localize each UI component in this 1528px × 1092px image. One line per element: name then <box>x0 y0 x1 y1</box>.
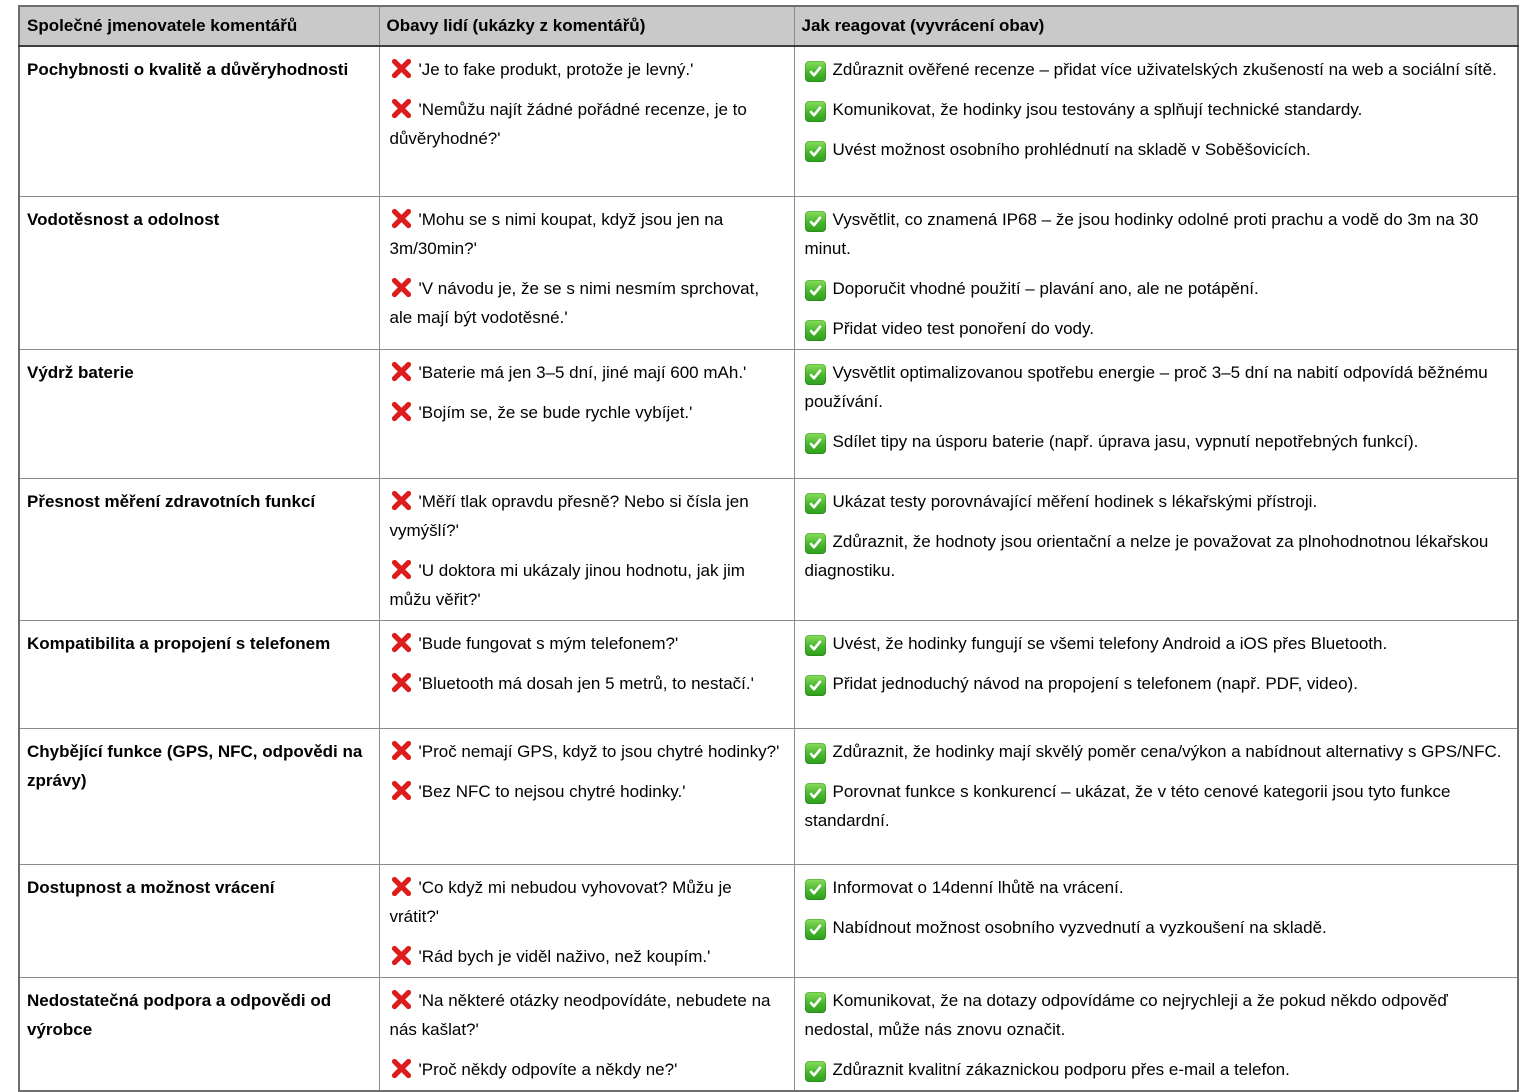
concern-item <box>387 274 782 332</box>
concern-text: 'Baterie má jen 3–5 dní, jiné mají 600 mAh.' <box>418 362 747 382</box>
cross-mark-icon <box>390 558 413 581</box>
response-text: Doporučit vhodné použití – plavání ano, ale ne potápění. <box>832 278 1259 298</box>
concern-item <box>387 55 782 84</box>
table-row <box>19 728 1518 864</box>
concerns-cell <box>379 478 794 620</box>
response-item <box>802 274 1506 303</box>
concern-text: 'Bojím se, že se bude rychle vybíjet.' <box>418 402 693 422</box>
concern-item <box>387 629 782 658</box>
concern-text: 'Bluetooth má dosah jen 5 metrů, to nestačí.' <box>418 673 754 693</box>
check-mark-icon <box>805 493 826 514</box>
concern-item <box>387 487 782 545</box>
response-text: Vysvětlit, co znamená IP68 – že jsou hodinky odolné proti prachu a vodě do 3m na 30 minut. <box>804 209 1479 258</box>
concern-item <box>387 942 782 971</box>
table-row <box>19 478 1518 620</box>
response-text: Komunikovat, že na dotazy odpovídáme co nejrychleji a že pokud někdo odpověď nedostal, může nás znovu označit. <box>804 990 1448 1039</box>
response-item <box>802 873 1506 902</box>
topic-cell: Dostupnost a možnost vrácení <box>19 864 379 977</box>
table-row <box>19 349 1518 478</box>
response-text: Komunikovat, že hodinky jsou testovány a splňují technické standardy. <box>832 100 1363 119</box>
cross-mark-icon <box>390 779 413 802</box>
check-mark-icon <box>805 101 826 122</box>
response-item <box>802 737 1506 766</box>
concern-item <box>387 1055 782 1084</box>
concern-text: 'Bude fungovat s mým telefonem?' <box>418 633 679 653</box>
header-row <box>19 6 1518 46</box>
check-mark-icon <box>805 675 826 696</box>
cross-mark-icon <box>390 360 413 383</box>
response-text: Uvést, že hodinky fungují se všemi telefony Android a iOS přes Bluetooth. <box>832 633 1388 653</box>
response-item <box>802 55 1506 84</box>
check-mark-icon <box>805 280 826 301</box>
cross-mark-icon <box>390 1057 413 1080</box>
response-text: Vysvětlit optimalizovanou spotřebu energie – proč 3–5 dní na nabití odpovídá běžnému používání. <box>804 362 1488 411</box>
cross-mark-icon <box>390 207 413 230</box>
concern-item <box>387 398 782 427</box>
topic-cell: Vodotěsnost a odolnost <box>19 196 379 349</box>
concern-text: 'Bez NFC to nejsou chytré hodinky.' <box>418 781 686 801</box>
concern-text: 'V návodu je, že se s nimi nesmím sprchovat, ale mají být vodotěsné.' <box>389 278 760 327</box>
response-text: Přidat video test ponoření do vody. <box>832 318 1094 338</box>
concern-text: 'Co když mi nebudou vyhovovat? Můžu je vrátit?' <box>389 877 732 926</box>
cross-mark-icon <box>390 739 413 762</box>
response-text: Nabídnout možnost osobního vyzvednutí a vyzkoušení na skladě. <box>832 917 1327 937</box>
check-mark-icon <box>805 533 826 554</box>
concern-item <box>387 777 782 806</box>
cross-mark-icon <box>390 97 413 120</box>
concern-item <box>387 95 782 153</box>
response-item <box>802 135 1506 164</box>
concern-item <box>387 737 782 766</box>
concern-text: 'Proč nemají GPS, když to jsou chytré hodinky?' <box>418 741 780 761</box>
topic-cell: Pochybnosti o kvalitě a důvěryhodnosti <box>19 46 379 196</box>
concern-text: 'Nemůžu najít žádné pořádné recenze, je to důvěryhodné?' <box>389 100 747 148</box>
response-text: Sdílet tipy na úsporu baterie (např. úprava jasu, vypnutí nepotřebných funkcí). <box>832 431 1419 451</box>
concern-item <box>387 873 782 931</box>
response-item <box>802 314 1506 343</box>
topic-cell: Výdrž baterie <box>19 349 379 478</box>
concern-text: 'Je to fake produkt, protože je levný.' <box>418 60 694 79</box>
check-mark-icon <box>805 783 826 804</box>
concern-text: 'U doktora mi ukázaly jinou hodnotu, jak jim můžu věřit?' <box>389 560 745 609</box>
cross-mark-icon <box>390 671 413 694</box>
check-mark-icon <box>805 635 826 656</box>
response-text: Uvést možnost osobního prohlédnutí na skladě v Soběšovicích. <box>832 140 1311 159</box>
topic-cell: Kompatibilita a propojení s telefonem <box>19 620 379 728</box>
concerns-cell <box>379 864 794 977</box>
topic-cell: Nedostatečná podpora a odpovědi od výrobce <box>19 977 379 1091</box>
check-mark-icon <box>805 141 826 162</box>
response-text: Ukázat testy porovnávající měření hodinek s lékařskými přístroji. <box>832 491 1318 511</box>
check-mark-icon <box>805 919 826 940</box>
response-item <box>802 913 1506 942</box>
document-page <box>0 5 1528 1079</box>
check-mark-icon <box>805 992 826 1013</box>
concerns-cell <box>379 349 794 478</box>
cross-mark-icon <box>390 400 413 423</box>
responses-cell <box>794 977 1518 1091</box>
cross-mark-icon <box>390 944 413 967</box>
response-item <box>802 777 1506 835</box>
response-item <box>802 205 1506 263</box>
cross-mark-icon <box>390 875 413 898</box>
cross-mark-icon <box>390 57 413 80</box>
concern-text: 'Rád bych je viděl naživo, než koupím.' <box>418 946 711 966</box>
check-mark-icon <box>805 879 826 900</box>
concerns-cell <box>379 196 794 349</box>
response-item <box>802 487 1506 516</box>
topic-cell: Chybějící funkce (GPS, NFC, odpovědi na zprávy) <box>19 728 379 864</box>
check-mark-icon <box>805 743 826 764</box>
response-item <box>802 669 1506 698</box>
check-mark-icon <box>805 433 826 454</box>
check-mark-icon <box>805 364 826 385</box>
check-mark-icon <box>805 320 826 341</box>
column-header-concerns: Obavy lidí (ukázky z komentářů) <box>379 6 794 46</box>
table-row <box>19 196 1518 349</box>
concern-text: 'Měří tlak opravdu přesně? Nebo si čísla jen vymýšlí?' <box>389 491 749 540</box>
response-text: Zdůraznit, že hodnoty jsou orientační a nelze je považovat za plnohodnotnou lékařskou diagnostiku. <box>804 531 1489 580</box>
concerns-cell <box>379 46 794 196</box>
check-mark-icon <box>805 211 826 232</box>
concern-text: 'Na některé otázky neodpovídáte, nebudete na nás kašlat?' <box>389 990 771 1039</box>
table-row <box>19 46 1518 196</box>
table-row <box>19 977 1518 1091</box>
response-item <box>802 527 1506 585</box>
responses-cell <box>794 478 1518 620</box>
comments-analysis-table <box>18 5 1519 1092</box>
concern-text: 'Proč někdy odpovíte a někdy ne?' <box>418 1059 678 1079</box>
concern-text: 'Mohu se s nimi koupat, když jsou jen na 3m/30min?' <box>389 209 724 258</box>
topic-cell: Přesnost měření zdravotních funkcí <box>19 478 379 620</box>
response-item <box>802 629 1506 658</box>
responses-cell <box>794 196 1518 349</box>
check-mark-icon <box>805 1061 826 1082</box>
responses-cell <box>794 349 1518 478</box>
response-item <box>802 427 1506 456</box>
concerns-cell <box>379 728 794 864</box>
column-header-topics: Společné jmenovatele komentářů <box>19 6 379 46</box>
responses-cell <box>794 864 1518 977</box>
cross-mark-icon <box>390 631 413 654</box>
responses-cell <box>794 620 1518 728</box>
cross-mark-icon <box>390 276 413 299</box>
check-mark-icon <box>805 61 826 82</box>
response-text: Informovat o 14denní lhůtě na vrácení. <box>832 877 1124 897</box>
cross-mark-icon <box>390 489 413 512</box>
cross-mark-icon <box>390 988 413 1011</box>
concerns-cell <box>379 977 794 1091</box>
concern-item <box>387 556 782 614</box>
response-text: Zdůraznit kvalitní zákaznickou podporu přes e-mail a telefon. <box>832 1059 1290 1079</box>
column-header-responses: Jak reagovat (vyvrácení obav) <box>794 6 1518 46</box>
table-row <box>19 620 1518 728</box>
response-text: Zdůraznit ověřené recenze – přidat více uživatelských zkušeností na web a sociální sítě. <box>832 60 1497 79</box>
concern-item <box>387 358 782 387</box>
response-text: Zdůraznit, že hodinky mají skvělý poměr cena/výkon a nabídnout alternativy s GPS/NFC. <box>832 741 1502 761</box>
concern-item <box>387 986 782 1044</box>
responses-cell <box>794 46 1518 196</box>
concern-item <box>387 205 782 263</box>
concern-item <box>387 669 782 698</box>
response-text: Přidat jednoduchý návod na propojení s telefonem (např. PDF, video). <box>832 673 1358 693</box>
concerns-cell <box>379 620 794 728</box>
response-item <box>802 986 1506 1044</box>
table-row <box>19 864 1518 977</box>
response-item <box>802 1055 1506 1084</box>
response-item <box>802 358 1506 416</box>
response-text: Porovnat funkce s konkurencí – ukázat, že v této cenové kategorii jsou tyto funkce standardní. <box>804 781 1451 830</box>
responses-cell <box>794 728 1518 864</box>
response-item <box>802 95 1506 124</box>
